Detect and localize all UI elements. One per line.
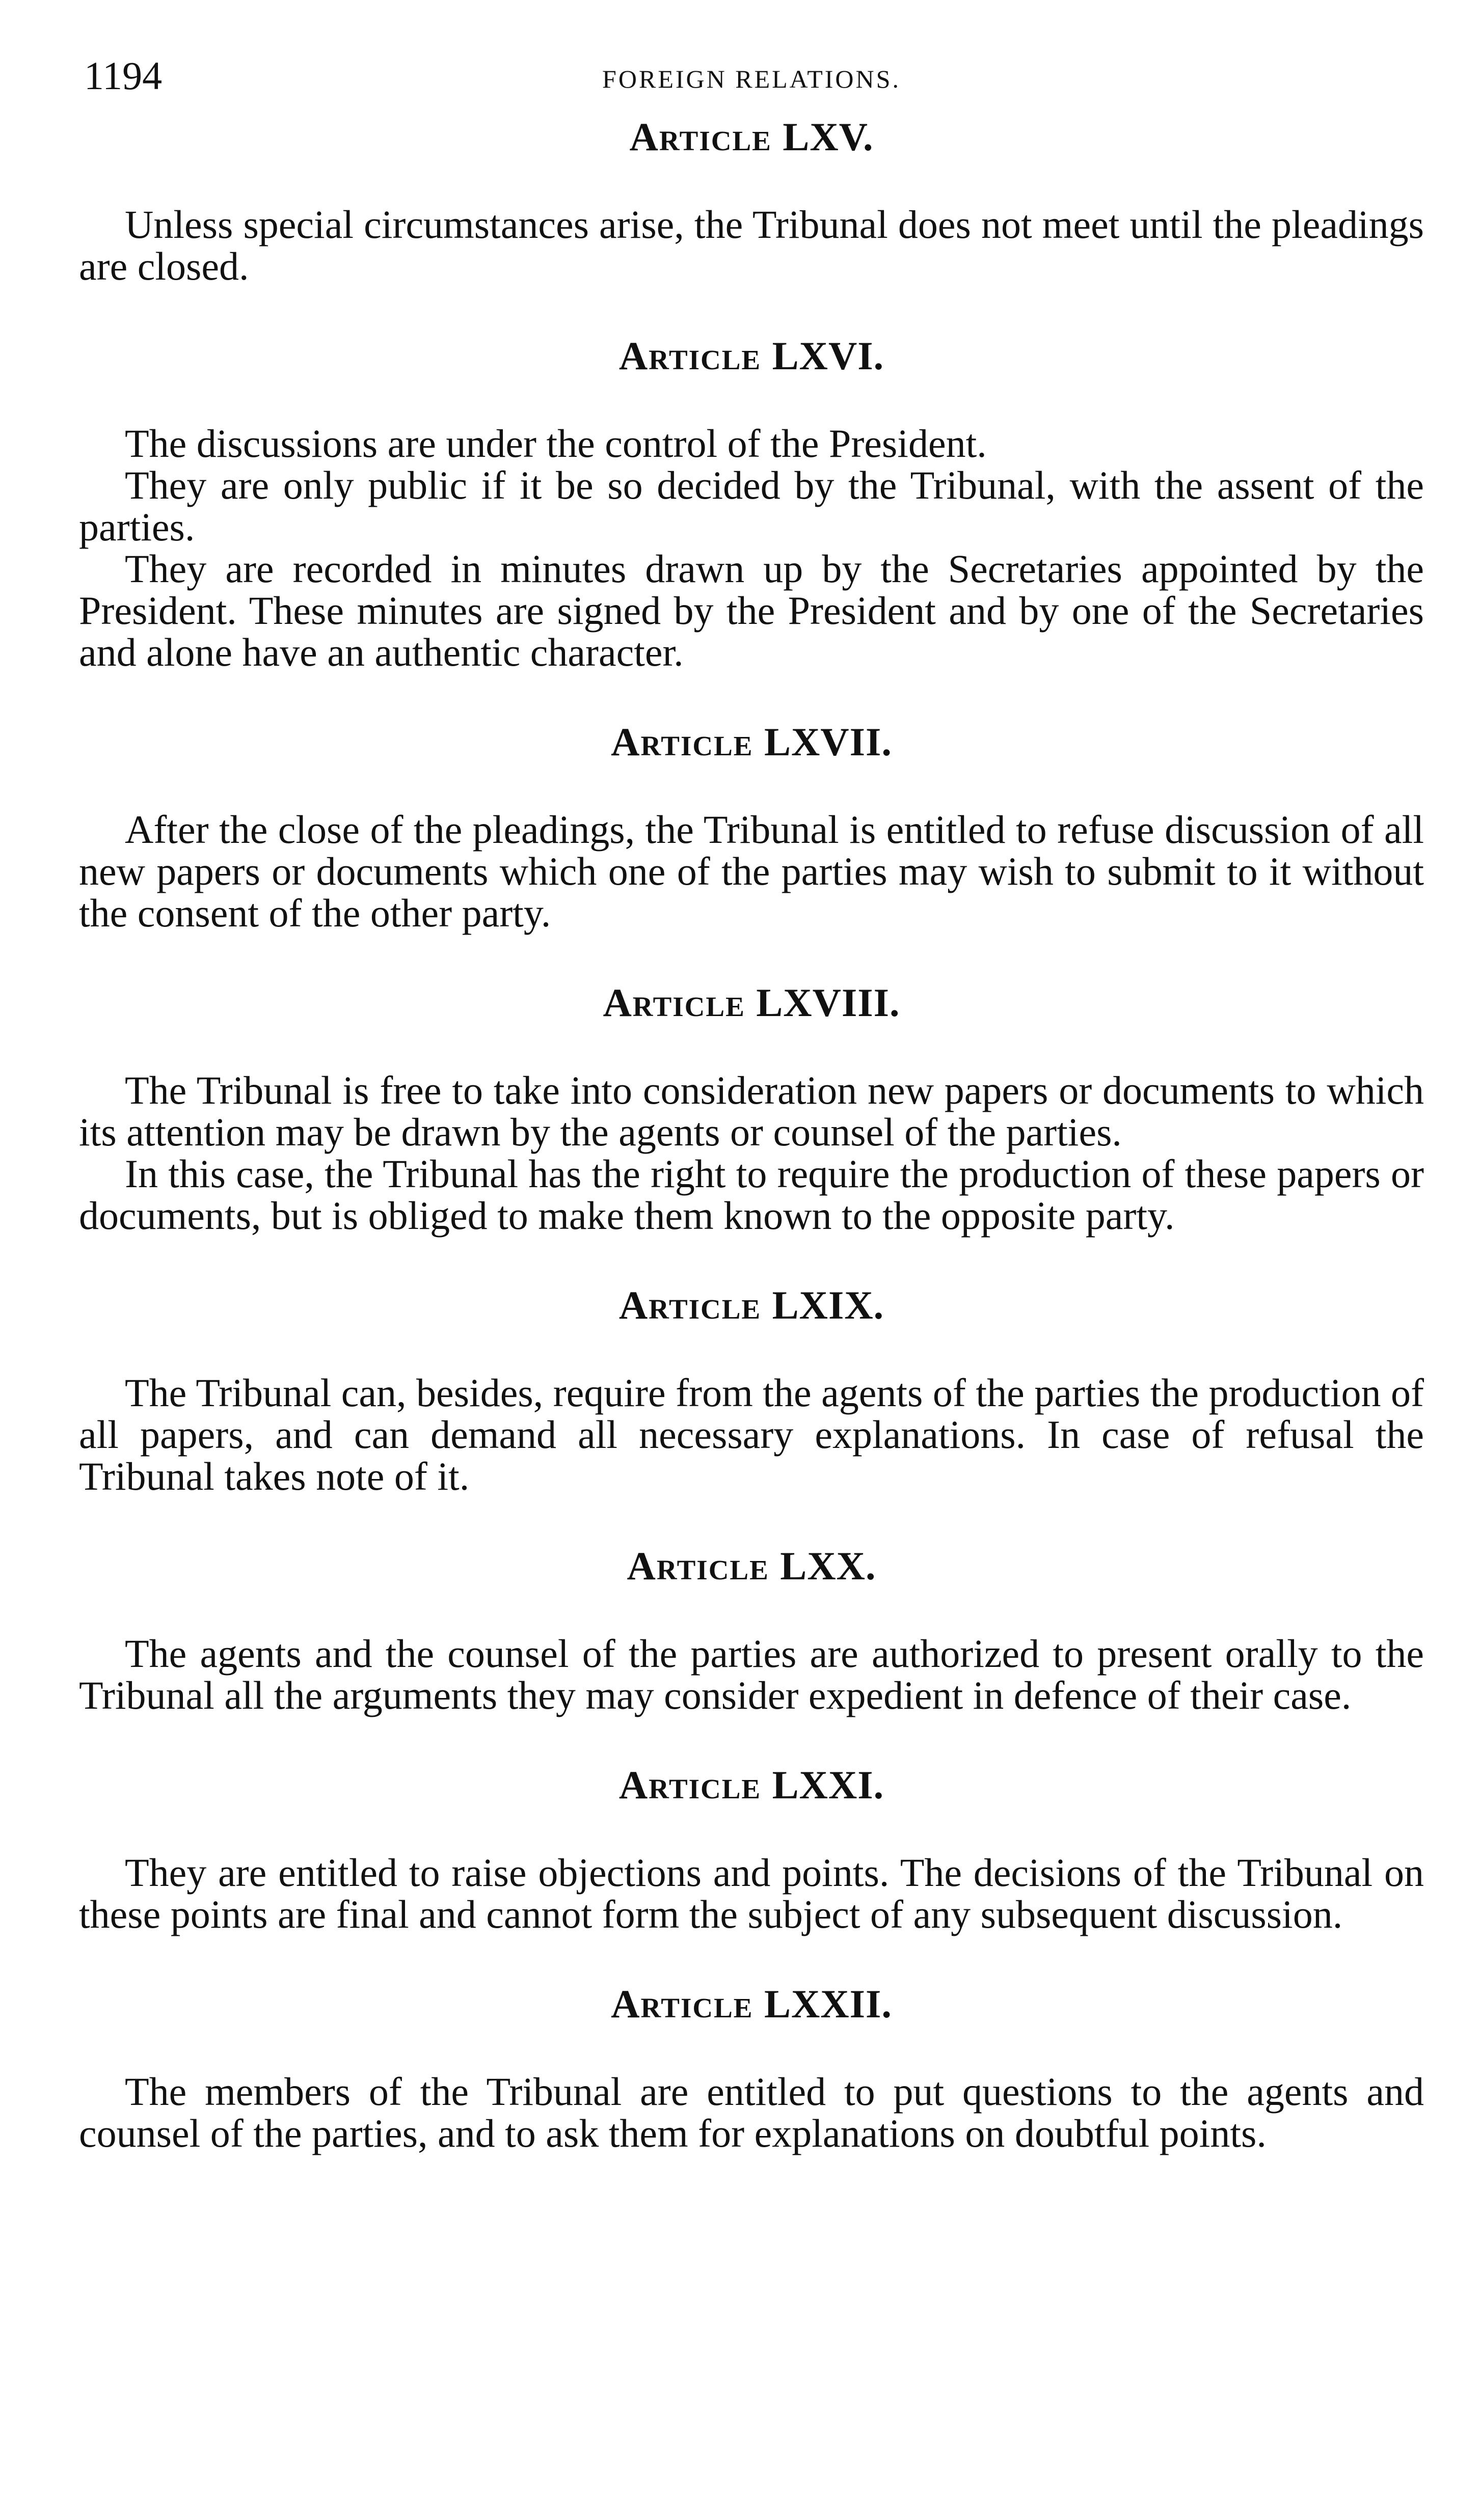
article-lxxii <box>79 1984 1424 2154</box>
article-heading <box>79 1984 1424 2024</box>
article-lxx <box>79 1546 1424 1716</box>
article-heading <box>79 1765 1424 1805</box>
article-word: Article <box>611 720 754 764</box>
article-number: LXXII. <box>764 1982 892 2026</box>
article-number: LXVIII. <box>756 980 900 1025</box>
page-number: 1194 <box>84 53 163 98</box>
article-lxviii <box>79 980 1424 1238</box>
article-paragraph: Unless special circumstances arise, the Tribunal does not meet until the pleadings are closed. <box>79 202 1424 288</box>
article-heading <box>79 722 1424 762</box>
article-word: Article <box>627 1544 769 1588</box>
article-lxv <box>79 117 1424 287</box>
article-word: Article <box>629 115 772 159</box>
article-paragraph: They are entitled to raise objections and points. The decisions of the Tribunal on these points are final and cannot form the subject of any subsequent discussion. <box>79 1850 1424 1936</box>
article-heading <box>79 1285 1424 1325</box>
article-lxxi <box>79 1765 1424 1935</box>
article-paragraph: They are only public if it be so decided by the Tribunal, with the assent of the parties. <box>79 463 1424 549</box>
article-heading <box>79 1546 1424 1586</box>
article-heading <box>79 117 1424 157</box>
article-number: LXX. <box>780 1544 876 1588</box>
article-paragraph: The discussions are under the control of the President. <box>125 421 987 465</box>
article-word: Article <box>618 1283 762 1327</box>
article-number: LXIX. <box>772 1283 884 1327</box>
running-title: FOREIGN RELATIONS. <box>602 65 901 93</box>
article-paragraph: The Tribunal can, besides, require from the agents of the parties the production of all papers, and can demand all necessary explanations. In case of refusal the Tribunal takes note of it. <box>79 1371 1424 1498</box>
article-number: LXXI. <box>772 1763 884 1807</box>
article-number: LXV. <box>783 115 874 159</box>
article-paragraph: The Tribunal is free to take into consideration new papers or documents to which its attention may be drawn by the agents or counsel of the parties. <box>79 1068 1424 1154</box>
article-paragraph: They are recorded in minutes drawn up by the Secretaries appointed by the President. These minutes are signed by the President and by one of the Secretaries and alone have an authentic character. <box>79 546 1424 674</box>
article-lxvii <box>79 722 1424 934</box>
article-word: Article <box>611 1982 754 2026</box>
article-number: LXVII. <box>764 720 892 764</box>
running-header <box>79 53 1424 117</box>
document-page <box>79 53 1424 2155</box>
article-word: Article <box>618 334 762 378</box>
article-heading <box>79 336 1424 376</box>
article-paragraph: After the close of the pleadings, the Tribunal is entitled to refuse discussion of all new papers or documents which one of the parties may wish to submit to it without the consent of the other party. <box>79 807 1424 935</box>
article-lxix <box>79 1285 1424 1497</box>
article-heading <box>79 980 1424 1025</box>
article-paragraph: In this case, the Tribunal has the right to require the production of these papers or documents, but is obliged to make them known to the opposite party. <box>79 1152 1424 1238</box>
article-word: Article <box>618 1763 762 1807</box>
article-number: LXVI. <box>772 334 884 378</box>
article-word: Article <box>603 980 745 1025</box>
article-paragraph: The agents and the counsel of the parties are authorized to present orally to the Tribunal all the arguments they may consider expedient in defence of their case. <box>79 1631 1424 1717</box>
article-paragraph: The members of the Tribunal are entitled to put questions to the agents and counsel of the parties, and to ask them for explanations on doubtful points. <box>79 2069 1424 2155</box>
article-lxvi <box>79 336 1424 673</box>
